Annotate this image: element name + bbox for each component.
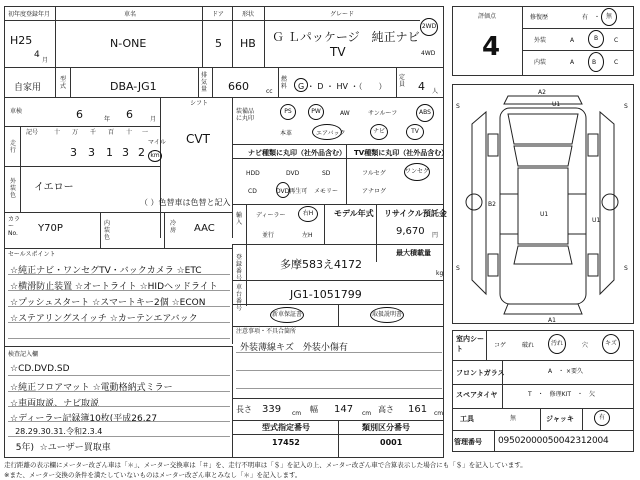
plate: 多摩583え4172 — [280, 258, 362, 271]
wheel-rl — [488, 254, 498, 276]
roof-outline — [518, 168, 568, 244]
windshield: A ・ ×要久 — [548, 368, 584, 375]
inspector-line-4: ☆ディーラー記録簿10枚(平成26.27 — [10, 414, 158, 424]
sales-line-3: ☆プッシュスタート ☆スマートキー2個 ☆ECON — [10, 298, 206, 308]
class-code-label: 類別区分番号 — [362, 423, 410, 432]
mgmt-label: 管理番号 — [454, 438, 482, 446]
mileage-unit-1: 十 — [54, 129, 61, 136]
seat-burn: コゲ — [494, 342, 507, 349]
diag-label-u1-right: U1 — [592, 217, 601, 224]
notes-label: 注意事項・不具合箇所 — [236, 328, 297, 335]
nav-cd: CD — [248, 188, 257, 195]
footer-line1: 走行距離の表示欄にメーター改ざん車は「＊」、メーター交換車は「＃」を、走行不明車は「＄」を記入の上、メーター改ざん車で合算表示した場合にも「＄」を記入しています。 — [4, 461, 527, 469]
height-cm: cm — [434, 410, 444, 417]
spare: T ・ 修理KIT ・ 欠 — [528, 391, 596, 398]
month-unit: 月 — [42, 57, 49, 64]
inspector-label: 検査記入欄 — [8, 351, 39, 358]
shift: CVT — [186, 132, 210, 146]
coolant: AAC — [194, 223, 215, 234]
jack-label: ジャッキ — [546, 415, 574, 423]
model-year-label: モデル年式 — [334, 209, 374, 218]
reg-year: H25 — [10, 34, 33, 47]
int-grade-b: B — [592, 59, 597, 66]
ext-grade-a: A — [570, 37, 575, 44]
length-label: 長さ — [236, 405, 252, 414]
color-code-label: カラー No. — [8, 216, 21, 237]
equip-sunroof: サンルーフ — [368, 110, 398, 117]
grade-line1: Ｇ Ｌパッケージ 純正ナビ — [272, 30, 420, 44]
damage-mark-2 — [602, 194, 618, 210]
equip-ps: PS — [280, 104, 296, 120]
fuel-label: 燃料 — [281, 76, 288, 90]
sales-points-label: セールスポイント — [8, 251, 56, 258]
mileage-digit-1: 3 — [88, 146, 95, 159]
rear-glass-outline — [514, 246, 572, 264]
tv-fullseg: フルセグ — [362, 170, 386, 177]
door-label: ドア — [212, 11, 224, 18]
equip-leather: 本革 — [280, 130, 293, 137]
equip-nav: ナビ — [370, 124, 388, 140]
shift-label: シフト — [190, 100, 209, 107]
ext-color: イエロー — [34, 182, 74, 193]
diag-s-2: S — [624, 103, 628, 110]
equipment-label: 装備品に丸印 — [236, 108, 255, 122]
nav-memory: メモリー — [314, 188, 339, 195]
inspection-label: 車検 — [10, 108, 23, 115]
exterior-label: 外装 — [534, 37, 547, 44]
sales-line-4: ☆ステアリングスイッチ ☆カーテンエアバック — [10, 314, 198, 324]
tv-oneseg: ワンセグ — [404, 163, 430, 181]
inspector-line-2: ☆純正フロアマット ☆電動格納式ミラー — [10, 383, 173, 393]
length: 339 — [262, 404, 282, 415]
chassis-label: 車台番号 — [236, 284, 243, 312]
int-grade-a: A — [570, 59, 575, 66]
left-side-outline — [472, 112, 486, 294]
mileage-digit-3: 3 — [122, 146, 129, 159]
type-value: DBA-JG1 — [110, 80, 157, 93]
reg-year-label: 初年度登録年月 — [8, 11, 51, 18]
equip-pw: PW — [308, 104, 324, 120]
max-load-label: 最大積載量 — [396, 249, 431, 257]
int-grade-mark — [588, 52, 604, 72]
repair-sep: ・ — [594, 14, 601, 21]
rear-bumper-outline — [504, 304, 582, 314]
nav-header: ナビ種類に丸印（社外品含む） — [248, 149, 346, 157]
class-code: 0001 — [380, 438, 403, 447]
import-dealer: ディーラー — [256, 212, 286, 219]
repair-no: 無 — [601, 8, 617, 26]
mileage-digit-0: 3 — [70, 146, 77, 159]
mileage-label: 走行 — [10, 140, 17, 154]
width: 147 — [334, 404, 354, 415]
nav-dvd-play: DVD再生可 — [276, 188, 308, 195]
grade-label: グレード — [330, 11, 355, 18]
wheel-rr — [588, 254, 598, 276]
plate-label: 登録番号 — [236, 254, 243, 282]
jack: 有 — [594, 410, 610, 426]
door: 5 — [215, 37, 222, 50]
score-label: 評価点 — [478, 13, 497, 20]
ext-grade-c: C — [614, 37, 619, 44]
seat-tear: 破れ — [522, 342, 535, 349]
ext-grade-b: B — [588, 30, 604, 48]
mileage-unit-0: 記号 — [26, 129, 39, 136]
kg-unit: kg — [436, 270, 444, 277]
equip-aw: AW — [340, 110, 350, 117]
hood-outline — [508, 114, 578, 144]
inspector-line-1: ☆CD.DVD.SD — [10, 364, 70, 374]
interior-label: 内装 — [534, 59, 547, 66]
recycle: 9,670 — [396, 226, 425, 237]
car-name-label: 車名 — [124, 11, 137, 18]
inspection-year-unit: 年 — [104, 116, 111, 123]
inspection-year: 6 — [76, 108, 83, 121]
yen-unit: 円 — [432, 232, 439, 239]
front-bumper-outline — [504, 96, 582, 104]
int-color-label: 内装色 — [104, 220, 111, 241]
width-cm: cm — [362, 410, 372, 417]
diag-s-3: S — [456, 265, 460, 272]
capacity-label: 定員 — [399, 74, 406, 88]
spare-label: スペアタイヤ — [456, 391, 498, 399]
footer-line2: ※また、メーター交換の条件を満たしていないものはメーター改ざん車とみなし「＊」を記入します。 — [4, 471, 302, 479]
int-grade-c: C — [614, 59, 619, 66]
nav-dvd: DVD — [286, 170, 300, 177]
capacity: 4 — [418, 80, 425, 93]
tv-header: TV種類に丸印（社外品含む） — [354, 149, 449, 157]
diag-label-u1-mid: U1 — [540, 211, 549, 218]
recycle-label: リサイクル預託金 — [384, 209, 447, 218]
equip-tv: TV — [406, 124, 424, 140]
tv-analog: アナログ — [362, 188, 387, 195]
displacement: 660 — [228, 80, 249, 93]
airbag-mark — [312, 124, 342, 140]
diag-label-a1: A1 — [548, 317, 556, 324]
equip-abs: ABS — [416, 104, 434, 122]
equip-airbag: エアバック — [316, 130, 346, 137]
car-name: N-ONE — [110, 37, 147, 50]
height: 161 — [408, 404, 428, 415]
mile-label: マイル — [148, 139, 166, 146]
new-warranty: 新車保証書 — [270, 307, 304, 323]
score: 4 — [482, 32, 501, 62]
mileage-unit-3: 千 — [90, 129, 97, 136]
mileage-unit-6: 一 — [142, 129, 149, 136]
use-label: 自家用 — [14, 83, 42, 93]
repair-yes: 有 — [582, 14, 589, 21]
capacity-unit: 人 — [432, 88, 439, 95]
sales-line-2: ☆横滑防止装置 ☆オートライト ☆HIDヘッドライト — [10, 282, 218, 292]
color-change-note: （ ）色替車は色替と記入 — [140, 198, 231, 207]
inspector-line-5: 28.29.30.31.令和2.3.4 — [10, 427, 103, 436]
diag-s-4: S — [624, 265, 628, 272]
car-diagram-svg — [452, 84, 634, 324]
tools: 無 — [510, 415, 517, 422]
wheel-fl — [488, 134, 498, 156]
ext-color-label: 外装色 — [10, 178, 17, 199]
cc-unit: cc — [266, 88, 273, 95]
seat-label: 室内シート — [456, 335, 484, 353]
diag-s-1: S — [456, 103, 460, 110]
diag-label-a2: A2 — [538, 89, 546, 96]
mileage-unit-2: 万 — [72, 129, 79, 136]
seat-stain: 汚れ — [548, 334, 566, 354]
windshield-outline — [514, 146, 572, 166]
inspector-line-3: ☆車両取説、ナビ取説 — [10, 399, 100, 409]
mileage-unit-5: 十 — [126, 129, 133, 136]
import-left: 左H — [302, 232, 313, 239]
type-label: 型式 — [60, 76, 67, 90]
inspection-month: 6 — [126, 108, 133, 121]
wheel-fr — [588, 134, 598, 156]
mgmt: 09502000050042312004 — [498, 436, 609, 446]
length-cm: cm — [292, 410, 302, 417]
nav-hdd: HDD — [246, 170, 260, 177]
coolant-label: 冷房 — [170, 220, 177, 234]
windshield-label: フロントガラス — [456, 369, 505, 377]
diag-label-b2: B2 — [488, 201, 496, 208]
sales-line-1: ☆純正ナビ・ワンセグTV・バックカメラ ☆ETC — [10, 266, 202, 276]
mileage-unit-4: 百 — [108, 129, 115, 136]
damage-mark-1 — [466, 194, 482, 210]
mileage-digit-2: 1 — [106, 146, 113, 159]
mileage-digit-4: 2 — [138, 146, 145, 159]
color-code: Y70P — [38, 223, 63, 234]
nav-sd: SD — [322, 170, 331, 177]
model-code-label: 型式指定番号 — [262, 423, 310, 432]
manual: 取扱説明書 — [370, 307, 404, 323]
notes: 外装薄線キズ 外装小傷有 — [240, 343, 348, 353]
drive-2wd: 2WD — [420, 18, 438, 36]
inspection-month-unit: 月 — [150, 116, 157, 123]
fuel: G ・ D ・ HV ・（ ） — [298, 82, 387, 91]
seat-scratch: キズ — [602, 334, 620, 354]
grade-line2: TV — [330, 45, 346, 59]
chassis: JG1-1051799 — [290, 288, 362, 301]
import-label: 輸入 — [236, 212, 243, 226]
seat-hole: 穴 — [582, 342, 589, 349]
shape: HB — [240, 37, 256, 50]
shape-label: 形状 — [242, 11, 255, 18]
model-code: 17452 — [272, 438, 300, 447]
repair-label: 修復歴 — [530, 14, 549, 21]
displacement-label: 排気量 — [201, 72, 208, 93]
reg-month: 4 — [34, 50, 40, 60]
drive-4wd: 4WD — [421, 50, 436, 57]
width-label: 幅 — [310, 405, 318, 414]
import-parallel: 並行 — [262, 232, 275, 239]
height-label: 高さ — [378, 405, 394, 414]
km-mark: km — [148, 150, 162, 162]
import-right: 右H — [298, 206, 318, 222]
tools-label: 工具 — [460, 415, 474, 423]
dvd-play-mark — [276, 182, 290, 198]
inspector-line-6: 5年) ☆ユーザー買取車 — [10, 443, 111, 453]
diag-label-u1-top: U1 — [552, 101, 561, 108]
